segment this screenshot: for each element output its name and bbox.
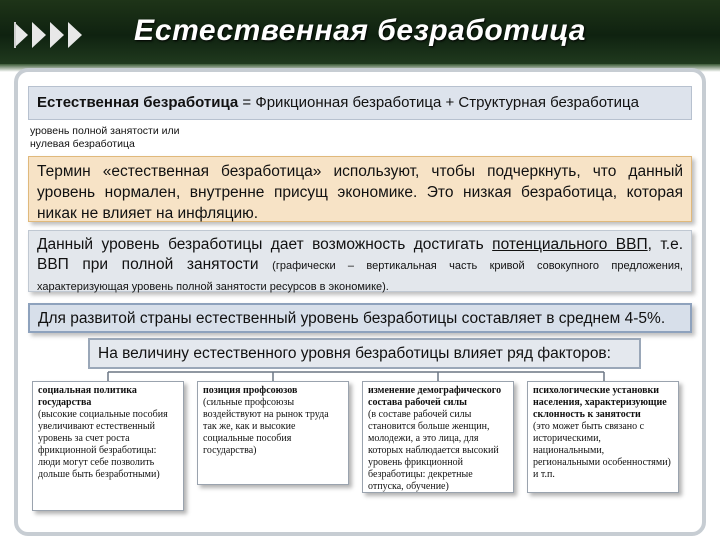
developed-country-box: Для развитой страны естественный уровень безработицы составляет в среднем 4-5%.: [28, 303, 692, 333]
potential-gdp-link[interactable]: потенциального ВВП: [492, 236, 648, 253]
factor-card-unions: [197, 381, 349, 485]
factor-card-social-policy: [32, 381, 184, 511]
slide-header: [0, 0, 720, 64]
factor-text: (высокие социальные пособия увеличивают естественный уровень за счет роста фрикционной безработицы: люди могут себе позволить дольше быть безработными): [38, 409, 168, 480]
definition-box: [28, 86, 692, 120]
factor-card-psychology: [527, 381, 679, 493]
slide-title: Естественная безработица: [134, 14, 586, 47]
level-text-start: Данный уровень безработицы дает возможность достигать: [37, 236, 493, 253]
factor-card-demographics: [362, 381, 514, 493]
term-explanation-box: Термин «естественная безработица» используют, чтобы подчеркнуть, что данный уровень нормален, внутренне присущ экономике. Это низкая безработица, которая никак не влияет на инфляцию.: [28, 156, 692, 222]
definition-term: Естественная безработица: [37, 94, 239, 111]
potential-gdp-box: [28, 230, 692, 292]
factor-text: (в составе рабочей силы становится больше женщин, молодежи, а это лица, для которых наблюдается высокий уровень фрикционной безработицы: декретные отпуска, обучение): [368, 409, 499, 492]
factor-title: изменение демографического состава рабочей силы: [368, 385, 502, 408]
factor-text: (сильные профсоюзы воздействуют на рынок труда так же, как и высокие социальные пособия государства): [203, 397, 329, 456]
note-line-1: уровень полной занятости или: [30, 125, 180, 137]
definition-formula: = Фрикционная безработица + Структурная безработица: [238, 94, 639, 111]
full-employment-note: [30, 125, 330, 151]
level-graph-note: (графически – вертикальная часть кривой совокупного предложения, характеризующая уровень полной занятости ресурсов в экономике).: [37, 260, 683, 293]
factor-title: психологические установки населения, характеризующие склонность к занятости: [533, 385, 667, 420]
note-line-2: нулевая безработица: [30, 138, 135, 150]
factors-intro-box: На величину естественного уровня безработицы влияет ряд факторов:: [88, 338, 641, 369]
factor-title: позиция профсоюзов: [203, 385, 298, 396]
factor-text: (это может быть связано с историческими, национальными, региональными особенностями) и т.п.: [533, 421, 671, 480]
factor-title: социальная политика государства: [38, 385, 137, 408]
level-text-mid: , т.е. ВВП при полной занятости: [37, 236, 684, 273]
